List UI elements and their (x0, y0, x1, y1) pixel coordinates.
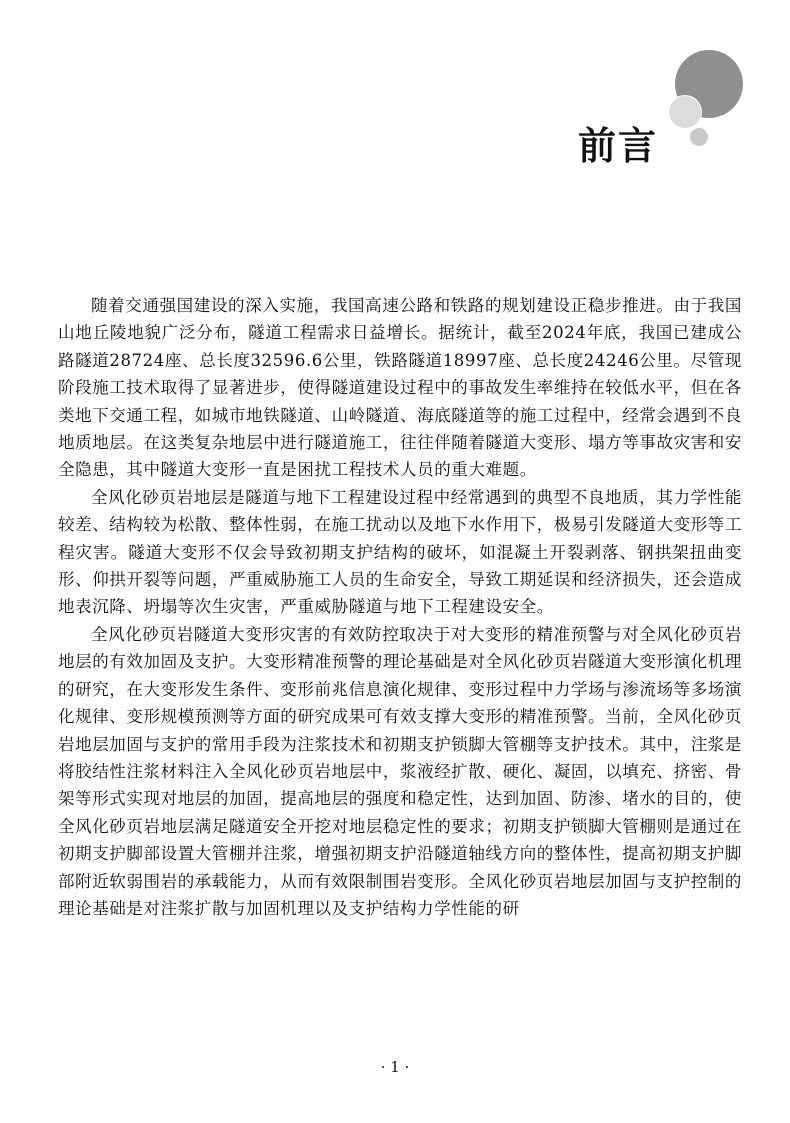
page-title: 前言 (578, 124, 659, 168)
paragraph: 随着交通强国建设的深入实施，我国高速公路和铁路的规划建设正稳步推进。由于我国山地丘陵地貌广泛分布，隧道工程需求日益增长。据统计，截至2024年底，我国已建成公路隧道28724座、总长度32596.6公里，铁路隧道18997座、总长度24246公里。尽管现阶段施工技术取得了显著进步，使得隧道建设过程中的事故发生率维持在较低水平，但在各类地下交通工程，如城市地铁隧道、山岭隧道、海底隧道等的施工过程中，经常会遇到不良地质地层。在这类复杂地层中进行隧道施工，往往伴随着隧道大变形、塌方等事故灾害和安全隐患，其中隧道大变形一直是困扰工程技术人员的重大难题。 (58, 296, 742, 480)
paragraph: 全风化砂页岩地层是隧道与地下工程建设过程中经常遇到的典型不良地质，其力学性能较差、结构较为松散、整体性弱，在施工扰动以及地下水作用下，极易引发隧道大变形等工程灾害。隧道大变形不仅会导致初期支护结构的破坏，如混凝土开裂剥落、钢拱架扭曲变形、仰拱开裂等问题，严重威胁施工人员的生命安全，导致工期延误和经济损失，还会造成地表沉降、坍塌等次生灾害，严重威胁隧道与地下工程建设安全。 (58, 487, 742, 617)
paragraph: 全风化砂页岩隧道大变形灾害的有效防控取决于对大变形的精准预警与对全风化砂页岩地层的有效加固及支护。大变形精准预警的理论基础是对全风化砂页岩隧道大变形演化机理的研究，在大变形发生条件、变形前兆信息演化规律、变形过程中力学场与渗流场等多场演化规律、变形规模预测等方面的研究成果可有效支撑大变形的精准预警。当前，全风化砂页岩地层加固与支护的常用手段为注浆技术和初期支护锁脚大管棚等支护技术。其中，注浆是将胶结性注浆材料注入全风化砂页岩地层中，浆液经扩散、硬化、凝固，以填充、挤密、骨架等形式实现对地层的加固，提高地层的强度和稳定性，达到加固、防渗、堵水的目的，使全风化砂页岩地层满足隧道安全开挖对地层稳定性的要求；初期支护锁脚大管棚则是通过在初期支护脚部设置大管棚并注浆，增强初期支护沿隧道轴线方向的整体性，提高初期支护脚部附近软弱围岩的承载能力，从而有效限制围岩变形。全风化砂页岩地层加固与支护控制的理论基础是对注浆扩散与加固机理以及支护结构力学性能的研 (58, 624, 742, 918)
decorative-circle-small (690, 128, 708, 146)
decorative-circle-medium (669, 96, 701, 128)
page-number: · 1 · (380, 1058, 410, 1076)
body-text (58, 292, 742, 922)
